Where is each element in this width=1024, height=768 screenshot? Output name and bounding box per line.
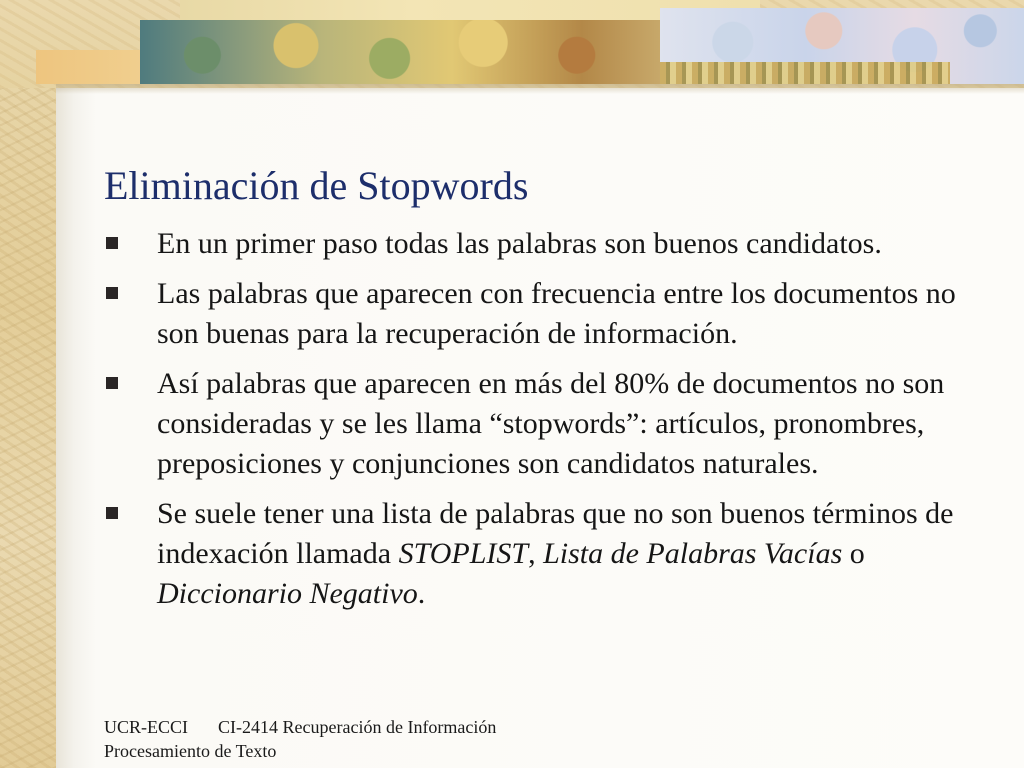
bullet-text-prefix: Se suele tener una lista de palabras que no son buenos términos de indexación llamada (157, 497, 954, 570)
square-bullet-icon (106, 237, 118, 249)
bullet-list (104, 224, 1004, 624)
bullet-text-suffix: . (417, 577, 426, 610)
bullet-text-separator: , (528, 537, 544, 570)
banner-grain-strip (660, 62, 950, 84)
panel-top-shadow (56, 84, 1024, 94)
square-bullet-icon (106, 377, 118, 389)
slide-title: Eliminación de Stopwords (104, 163, 529, 208)
term-lista-palabras-vacias: Lista de Palabras Vacías (543, 537, 843, 570)
bullet-item (104, 364, 1004, 484)
footer-course: CI-2414 Recuperación de Información (218, 717, 497, 737)
bullet-text: Así palabras que aparecen en más del 80% de documentos no son consideradas y se les llama “stopwords”: artículos, pronombres, preposiciones y conjunciones son candidatos naturales. (157, 367, 945, 480)
bullet-item (104, 494, 1004, 614)
slide-footer (104, 715, 496, 763)
bullet-text: Las palabras que aparecen con frecuencia entre los documentos no son buenas para la recuperación de información. (157, 277, 956, 350)
term-stoplist: STOPLIST (398, 537, 529, 570)
term-diccionario-negativo: Diccionario Negativo (157, 577, 418, 610)
footer-org: UCR-ECCI (104, 717, 189, 737)
bullet-text: En un primer paso todas las palabras son buenos candidatos. (157, 227, 882, 260)
bullet-item (104, 224, 1004, 264)
bullet-text-separator: o (842, 537, 865, 570)
footer-topic: Procesamiento de Texto (104, 741, 277, 761)
banner-leaf-collage (140, 20, 660, 84)
bullet-item (104, 274, 1004, 354)
banner-collage-left (36, 50, 148, 84)
footer-line-1 (104, 715, 496, 739)
square-bullet-icon (106, 507, 118, 519)
parchment-border-left (0, 0, 56, 768)
square-bullet-icon (106, 287, 118, 299)
